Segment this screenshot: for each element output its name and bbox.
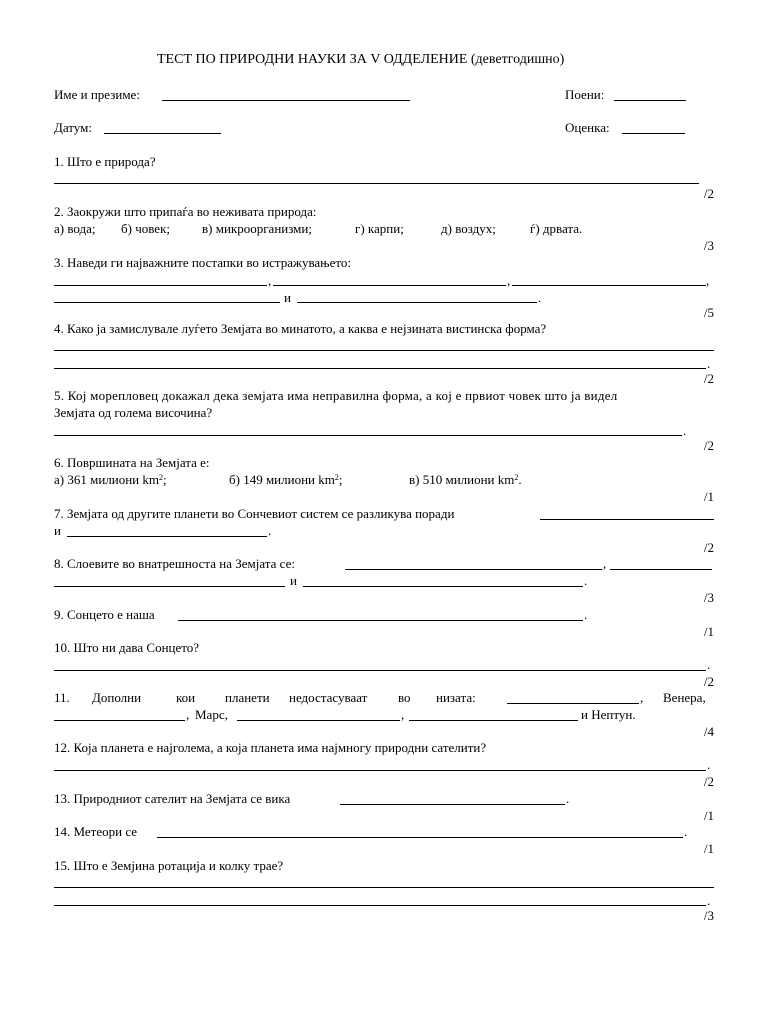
punctuation: . — [684, 824, 688, 839]
option-q6-c-text: в) 510 милиони km — [409, 472, 515, 487]
question-3: 3. Наведи ги најважните постапки во истражувањето: — [54, 255, 351, 270]
punctuation: . — [707, 893, 711, 908]
answer-line[interactable] — [273, 285, 506, 286]
option-q6-c[interactable] — [409, 472, 522, 487]
separator: . — [518, 472, 522, 487]
name-label: Име и презиме: — [54, 87, 140, 102]
and-word: и — [54, 523, 61, 538]
points-q7: /2 — [703, 540, 714, 555]
question-9: 9. Сонцето е наша — [54, 607, 155, 622]
option-q6-a-text: а) 361 милиони km — [54, 472, 160, 487]
superscript: 2 — [334, 473, 339, 482]
option-q2-e[interactable]: д) воздух; — [441, 221, 496, 236]
punctuation: . — [584, 607, 588, 622]
answer-line[interactable] — [512, 285, 706, 286]
punctuation: . — [584, 573, 588, 588]
question-13: 13. Природниот сателит на Земјата се вика — [54, 791, 291, 806]
punctuation: . — [538, 290, 542, 305]
points-q15: /3 — [703, 908, 714, 923]
answer-line[interactable] — [54, 770, 706, 771]
punctuation: , — [507, 273, 511, 288]
grade-field[interactable] — [622, 133, 685, 134]
option-q2-a[interactable]: а) вода; — [54, 221, 96, 236]
question-5-line-2: Земјата од голема височина? — [54, 405, 213, 420]
question-5-line-1: 5. Кој морепловец докажал дека земјата има неправилна форма, а кој е првиот човек што ја видел — [54, 388, 618, 403]
punctuation: , — [603, 556, 607, 571]
points-q6: /1 — [703, 489, 714, 504]
points-q9: /1 — [703, 624, 714, 639]
answer-line[interactable] — [157, 837, 683, 838]
punctuation: , — [186, 707, 190, 722]
option-q2-b[interactable]: б) човек; — [121, 221, 170, 236]
answer-line[interactable] — [54, 435, 682, 436]
punctuation: . — [707, 757, 711, 772]
answer-line[interactable] — [610, 569, 712, 570]
question-12: 12. Која планета е најголема, а која планета има најмногу природни сателити? — [54, 740, 487, 755]
punctuation: , — [401, 707, 405, 722]
punctuation: . — [707, 657, 711, 672]
answer-line[interactable] — [54, 183, 699, 184]
question-15: 15. Што е Земјина ротација и колку трае? — [54, 858, 284, 873]
question-14: 14. Метеори се — [54, 824, 138, 839]
answer-line[interactable] — [297, 302, 537, 303]
question-7: 7. Земјата од другите планети во Сончевиот систем се разликува поради — [54, 506, 455, 521]
venus-word: Венера, — [663, 690, 706, 705]
date-label: Датум: — [54, 120, 92, 135]
page-title: ТЕСТ ПО ПРИРОДНИ НАУКИ ЗА V ОДДЕЛЕНИЕ (деветгодишно) — [157, 52, 565, 67]
answer-line[interactable] — [54, 350, 714, 351]
option-q2-c[interactable]: в) микроорганизми; — [202, 221, 312, 236]
points-q8: /3 — [703, 590, 714, 605]
punctuation: , — [268, 273, 272, 288]
punctuation: . — [566, 791, 570, 806]
date-field[interactable] — [104, 133, 221, 134]
answer-line[interactable] — [54, 670, 706, 671]
answer-line[interactable] — [54, 887, 714, 888]
answer-line[interactable] — [67, 536, 267, 537]
answer-line[interactable] — [54, 586, 285, 587]
question-11-word: Дополни — [92, 690, 142, 705]
question-6: 6. Површината на Земјата е: — [54, 455, 210, 470]
points-q12: /2 — [703, 774, 714, 789]
and-word: и — [284, 290, 291, 305]
option-q6-b-text: б) 149 милиони km — [229, 472, 335, 487]
points-q10: /2 — [703, 674, 714, 689]
answer-line[interactable] — [54, 302, 280, 303]
points-q3: /5 — [703, 305, 714, 320]
neptune-word: и Нептун. — [581, 707, 636, 722]
answer-line[interactable] — [54, 905, 706, 906]
option-q6-a[interactable] — [54, 472, 167, 487]
and-word: и — [290, 573, 297, 588]
answer-line[interactable] — [178, 620, 583, 621]
answer-line[interactable] — [54, 720, 185, 721]
points-label: Поени: — [565, 87, 605, 102]
question-1: 1. Што е природа? — [54, 154, 156, 169]
question-11-word: 11. — [54, 690, 70, 705]
points-q13: /1 — [703, 808, 714, 823]
punctuation: , — [640, 690, 644, 705]
answer-line[interactable] — [540, 519, 714, 520]
answer-line[interactable] — [345, 569, 602, 570]
question-2: 2. Заокружи што припаѓа во неживата природа: — [54, 204, 317, 219]
option-q2-f[interactable]: ѓ) дрвата. — [530, 221, 583, 236]
answer-line[interactable] — [340, 804, 565, 805]
option-q6-b[interactable] — [229, 472, 342, 487]
punctuation: . — [683, 423, 687, 438]
grade-label: Оценка: — [565, 120, 610, 135]
answer-line[interactable] — [409, 720, 578, 721]
separator: ; — [338, 472, 343, 487]
name-field[interactable] — [162, 100, 410, 101]
separator: ; — [163, 472, 167, 487]
answer-line[interactable] — [507, 703, 639, 704]
superscript: 2 — [514, 473, 519, 482]
question-11-word: недостасуваат — [289, 690, 368, 705]
answer-line[interactable] — [303, 586, 583, 587]
points-q1: /2 — [703, 186, 714, 201]
punctuation: , — [706, 273, 710, 288]
points-q4: /2 — [703, 371, 714, 386]
question-10: 10. Што ни дава Сонцето? — [54, 640, 200, 655]
question-11-word: во — [398, 690, 411, 705]
answer-line[interactable] — [54, 368, 706, 369]
question-8: 8. Слоевите во внатрешноста на Земјата се: — [54, 556, 295, 571]
points-q11: /4 — [703, 724, 714, 739]
superscript: 2 — [159, 473, 164, 482]
mars-word: Марс, — [195, 707, 228, 722]
points-field[interactable] — [614, 100, 686, 101]
answer-line[interactable] — [237, 720, 400, 721]
question-11-word: низата: — [436, 690, 476, 705]
answer-line[interactable] — [54, 285, 267, 286]
question-11-word: кои — [176, 690, 196, 705]
question-11-word: планети — [225, 690, 270, 705]
punctuation: . — [707, 356, 711, 371]
points-q5: /2 — [703, 438, 714, 453]
punctuation: . — [268, 523, 272, 538]
question-4: 4. Како ја замислувале луѓето Земјата во минатото, а каква е нејзината вистинска форма? — [54, 321, 547, 336]
points-q14: /1 — [703, 841, 714, 856]
option-q2-d[interactable]: г) карпи; — [355, 221, 404, 236]
points-q2: /3 — [703, 238, 714, 253]
